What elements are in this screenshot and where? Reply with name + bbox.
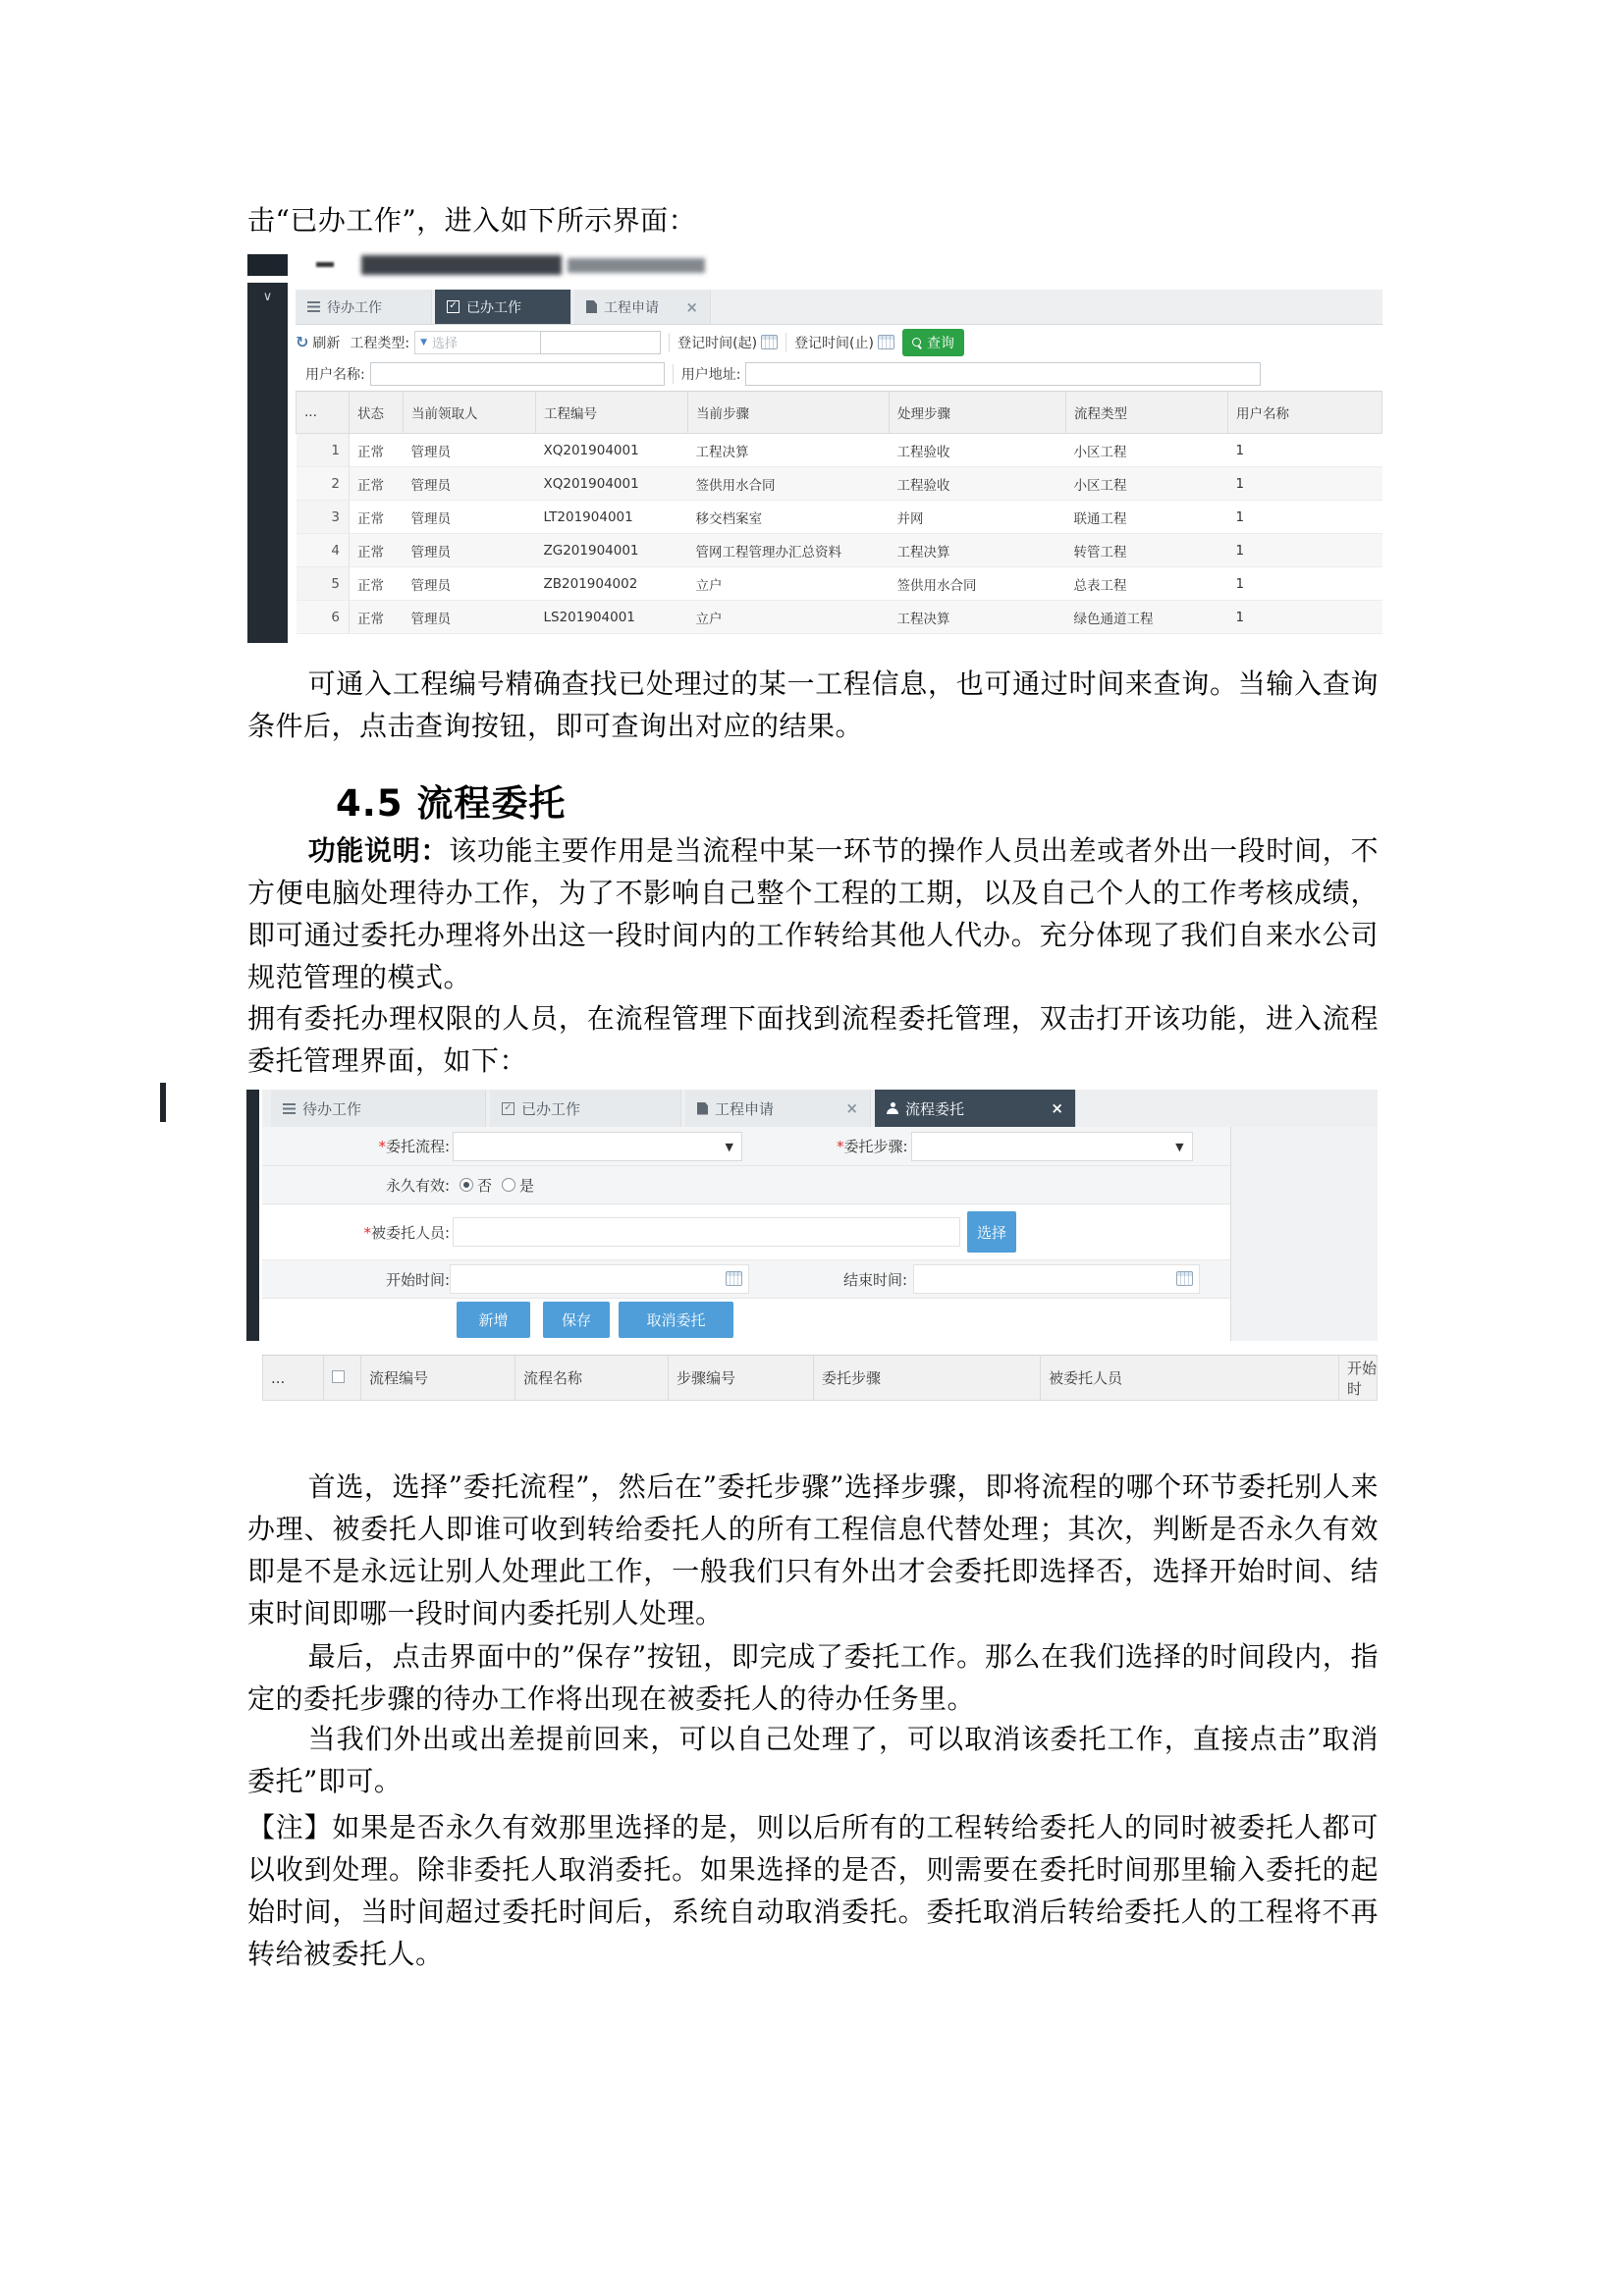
intro-text: 击“已办工作”，进入如下所示界面： [247, 204, 697, 237]
step-label: *委托步骤: [837, 1138, 908, 1155]
cell-project-no: XQ201904001 [536, 467, 688, 501]
cell-handle-step: 工程决算 [890, 601, 1066, 634]
radio-no[interactable] [460, 1178, 473, 1192]
col-status: 状态 [350, 392, 404, 434]
col-start-time: 开始时 [1339, 1356, 1378, 1401]
row-index: 5 [297, 567, 350, 601]
cell-flow-type: 绿色通道工程 [1066, 601, 1228, 634]
col-ellipsis: ... [263, 1356, 324, 1401]
col-project-no: 工程编号 [536, 392, 688, 434]
cell-current-step: 工程决算 [688, 434, 890, 467]
search-toolbar [296, 327, 1382, 357]
list-icon [307, 301, 320, 312]
required-mark: * [363, 1223, 371, 1242]
cell-handle-step: 并网 [890, 501, 1066, 534]
search-row-2 [296, 358, 1382, 389]
cell-status: 正常 [350, 467, 404, 501]
search-button[interactable] [902, 329, 964, 356]
cell-status: 正常 [350, 601, 404, 634]
chevron-down-icon: ▼ [420, 337, 428, 347]
done-work-table [296, 391, 1382, 634]
col-current-step: 当前步骤 [688, 392, 890, 434]
date-to-label: 登记时间(止) [794, 335, 874, 351]
cell-current-step: 立户 [688, 567, 890, 601]
form-row-buttons [262, 1299, 1230, 1341]
cell-claimer: 管理员 [404, 534, 536, 567]
cell-project-no: XQ201904001 [536, 434, 688, 467]
cell-flow-type: 小区工程 [1066, 467, 1228, 501]
para-3: 拥有委托办理权限的人员，在流程管理下面找到流程委托管理，双击打开该功能，进入流程委托管理界面，如下： [247, 1002, 1379, 1077]
table-row[interactable] [297, 467, 1382, 501]
calendar-icon[interactable] [878, 335, 894, 349]
blurred-title-text [361, 255, 562, 275]
search-button-label: 查询 [927, 335, 954, 351]
start-time-label: 开始时间: [385, 1270, 450, 1289]
table-row[interactable] [297, 434, 1382, 467]
table-row[interactable] [297, 601, 1382, 634]
cell-status: 正常 [350, 434, 404, 467]
tab-label: 已办工作 [466, 299, 521, 316]
cell-flow-type: 联通工程 [1066, 501, 1228, 534]
search-icon [912, 338, 921, 347]
tab-done-work[interactable] [435, 290, 571, 324]
delegate-panel [262, 1090, 1378, 1456]
cell-status: 正常 [350, 567, 404, 601]
blurred-logo-block [247, 254, 288, 276]
cell-claimer: 管理员 [404, 434, 536, 467]
tab-done-work[interactable] [490, 1090, 681, 1127]
cell-user-name: 1 [1228, 501, 1382, 534]
tab-label: 已办工作 [521, 1099, 581, 1118]
row-index: 6 [297, 601, 350, 634]
project-type-input[interactable] [540, 331, 661, 354]
col-claimer: 当前领取人 [404, 392, 536, 434]
col-ellipsis: ... [297, 392, 350, 434]
flow-label: *委托流程: [378, 1138, 450, 1155]
tab-project-apply[interactable] [685, 1090, 871, 1127]
col-select-all [324, 1356, 361, 1401]
user-address-input[interactable] [745, 362, 1261, 386]
cell-user-name: 1 [1228, 534, 1382, 567]
cell-flow-type: 总表工程 [1066, 567, 1228, 601]
para-note: 【注】如果是否永久有效那里选择的是，则以后所有的工程转给委托人的同时被委托人都可以收到处理。除非委托人取消委托。如果选择的是否，则需要在委托时间那里输入委托的起始时间，当时间超过委托时间后，系统自动取消委托。委托取消后转给委托人的工程将不再转给被委托人。 [247, 1811, 1379, 1970]
blurred-dash [316, 262, 334, 267]
cell-claimer: 管理员 [404, 567, 536, 601]
tab-label: 流程委托 [905, 1099, 965, 1118]
cell-handle-step: 工程决算 [890, 534, 1066, 567]
row-index: 3 [297, 501, 350, 534]
start-time-input[interactable] [450, 1264, 749, 1294]
form-row-delegatee [262, 1204, 1230, 1260]
col-user-name: 用户名称 [1228, 392, 1382, 434]
form-row-permanent [262, 1166, 1230, 1204]
cell-claimer: 管理员 [404, 501, 536, 534]
cell-status: 正常 [350, 534, 404, 567]
chevron-down-icon: ∨ [262, 290, 273, 304]
cell-project-no: ZB201904002 [536, 567, 688, 601]
tab-todo-work[interactable] [271, 1090, 486, 1127]
close-icon[interactable]: × [845, 1099, 858, 1117]
calendar-icon[interactable] [726, 1271, 742, 1286]
row-index: 4 [297, 534, 350, 567]
tab-label: 待办工作 [302, 1099, 362, 1118]
divider [669, 333, 670, 352]
cancel-delegate-button[interactable]: 取消委托 [619, 1302, 733, 1338]
document-icon [697, 1102, 708, 1115]
flow-select[interactable] [453, 1132, 742, 1161]
cell-current-step: 签供用水合同 [688, 467, 890, 501]
form-row-time [262, 1260, 1230, 1299]
select-placeholder: 选择 [432, 337, 459, 351]
tab-bar [262, 1090, 1378, 1128]
col-delegate-step: 委托步骤 [814, 1356, 1041, 1401]
cell-project-no: ZG201904001 [536, 534, 688, 567]
refresh-icon: ↻ [296, 333, 309, 351]
done-work-screenshot [167, 250, 1382, 643]
empty-table-body [263, 1401, 1378, 1456]
cell-handle-step: 工程验收 [890, 434, 1066, 467]
tab-label: 工程申请 [604, 299, 659, 316]
cell-claimer: 管理员 [404, 601, 536, 634]
col-delegatee: 被委托人员 [1041, 1356, 1339, 1401]
col-flow-type: 流程类型 [1066, 392, 1228, 434]
calendar-icon[interactable] [761, 335, 778, 349]
para-body: 该功能主要作用是当流程中某一环节的操作人员出差或者外出一段时间，不方便电脑处理待办工作，为了不影响自己整个工程的工期，以及自己个人的工作考核成绩，即可通过委托办理将外出这一段时间内的工作转给其他人代办。充分体现了我们自来水公司规范管理的模式。 [247, 834, 1379, 993]
para-function-desc [247, 829, 1379, 998]
calendar-icon[interactable] [1176, 1271, 1193, 1286]
cell-status: 正常 [350, 501, 404, 534]
cell-current-step: 管网工程管理办汇总资料 [688, 534, 890, 567]
radio-no-label: 否 [477, 1176, 493, 1195]
window-edge [160, 1083, 166, 1122]
refresh-button[interactable] [296, 333, 340, 352]
project-type-select[interactable] [414, 331, 540, 354]
cell-flow-type: 转管工程 [1066, 534, 1228, 567]
user-name-input[interactable] [370, 362, 665, 386]
section-heading: 4.5 流程委托 [336, 782, 567, 825]
col-handle-step: 处理步骤 [890, 392, 1066, 434]
delegatee-input[interactable] [453, 1217, 960, 1247]
refresh-label: 刷新 [312, 335, 341, 351]
radio-yes[interactable] [502, 1178, 515, 1192]
para-1: 可通入工程编号精确查找已处理过的某一工程信息，也可通过时间来查询。当输入查询条件后，点击查询按钮，即可查询出对应的结果。 [247, 667, 1379, 742]
tab-label: 待办工作 [327, 299, 382, 316]
tab-todo-work[interactable] [296, 290, 432, 324]
form-row-flow [262, 1127, 1230, 1166]
select-all-checkbox[interactable] [332, 1370, 345, 1383]
end-time-input[interactable] [913, 1264, 1200, 1294]
user-name-label: 用户名称: [305, 366, 365, 383]
divider [785, 333, 786, 352]
col-flow-no: 流程编号 [361, 1356, 515, 1401]
check-icon: ✓ [502, 1102, 514, 1115]
cell-claimer: 管理员 [404, 467, 536, 501]
cell-project-no: LS201904001 [536, 601, 688, 634]
para-4: 首选，选择”委托流程”，然后在”委托步骤”选择步骤，即将流程的哪个环节委托别人来办理、被委托人即谁可收到转给委托人的所有工程信息代替处理；其次，判断是否永久有效即是不是永远让别人处理此工作，一般我们只有外出才会委托即选择否，选择开始时间、结束时间即哪一段时间内委托别人处理。 [247, 1470, 1379, 1629]
tab-label: 工程申请 [715, 1099, 775, 1118]
table-header-row [263, 1356, 1378, 1401]
delegate-screenshot [160, 1083, 1380, 1463]
sidebar-collapse-strip[interactable] [247, 283, 288, 643]
para-5: 最后，点击界面中的”保存”按钮，即完成了委托工作。那么在我们选择的时间段内，指定的委托步骤的待办工作将出现在被委托人的待办任务里。 [247, 1640, 1379, 1715]
save-button[interactable]: 保存 [543, 1302, 610, 1338]
required-mark: * [837, 1138, 844, 1155]
list-icon [283, 1103, 296, 1114]
side-gray-panel [1230, 1127, 1378, 1341]
radio-yes-label: 是 [519, 1176, 535, 1195]
cell-handle-step: 签供用水合同 [890, 567, 1066, 601]
para-lead: 功能说明： [307, 834, 450, 867]
cell-user-name: 1 [1228, 434, 1382, 467]
chevron-down-icon: ▼ [1175, 1140, 1184, 1153]
table-header-row [297, 392, 1382, 434]
delegatee-label: *被委托人员: [363, 1223, 450, 1242]
cell-current-step: 立户 [688, 601, 890, 634]
cell-project-no: LT201904001 [536, 501, 688, 534]
choose-button[interactable]: 选择 [967, 1211, 1016, 1253]
table-row[interactable] [297, 534, 1382, 567]
row-index: 1 [297, 434, 350, 467]
blurred-subtitle-text [568, 258, 705, 273]
required-mark: * [378, 1138, 386, 1155]
table-row[interactable] [297, 501, 1382, 534]
step-select[interactable] [911, 1132, 1193, 1161]
type-label: 工程类型: [350, 335, 410, 351]
table-row[interactable] [297, 567, 1382, 601]
cell-handle-step: 工程验收 [890, 467, 1066, 501]
delegate-table [262, 1355, 1378, 1455]
date-from-label: 登记时间(起) [677, 335, 758, 351]
tab-bar [296, 290, 1382, 325]
permanent-label: 永久有效: [385, 1176, 450, 1195]
add-button[interactable]: 新增 [457, 1302, 530, 1338]
document-icon [586, 300, 597, 313]
cell-flow-type: 小区工程 [1066, 434, 1228, 467]
para-6: 当我们外出或出差提前回来，可以自己处理了，可以取消该委托工作，直接点击”取消委托”即可。 [247, 1723, 1379, 1797]
done-work-panel [296, 290, 1382, 627]
close-icon[interactable]: × [1051, 1099, 1063, 1117]
end-time-label: 结束时间: [843, 1270, 908, 1289]
user-address-label: 用户地址: [680, 366, 741, 383]
radio-group [460, 1175, 534, 1196]
check-icon: ✓ [447, 300, 460, 313]
person-icon [887, 1102, 898, 1114]
col-flow-name: 流程名称 [515, 1356, 669, 1401]
cell-user-name: 1 [1228, 567, 1382, 601]
tab-flow-delegate[interactable] [875, 1090, 1076, 1127]
cell-current-step: 移交档案室 [688, 501, 890, 534]
cell-user-name: 1 [1228, 467, 1382, 501]
chevron-down-icon: ▼ [725, 1140, 733, 1153]
row-index: 2 [297, 467, 350, 501]
divider [673, 364, 674, 384]
tab-project-apply[interactable] [574, 290, 711, 324]
cell-user-name: 1 [1228, 601, 1382, 634]
close-icon[interactable]: × [685, 297, 698, 316]
sidebar-collapse-strip[interactable] [246, 1090, 259, 1341]
col-step-no: 步骤编号 [669, 1356, 814, 1401]
